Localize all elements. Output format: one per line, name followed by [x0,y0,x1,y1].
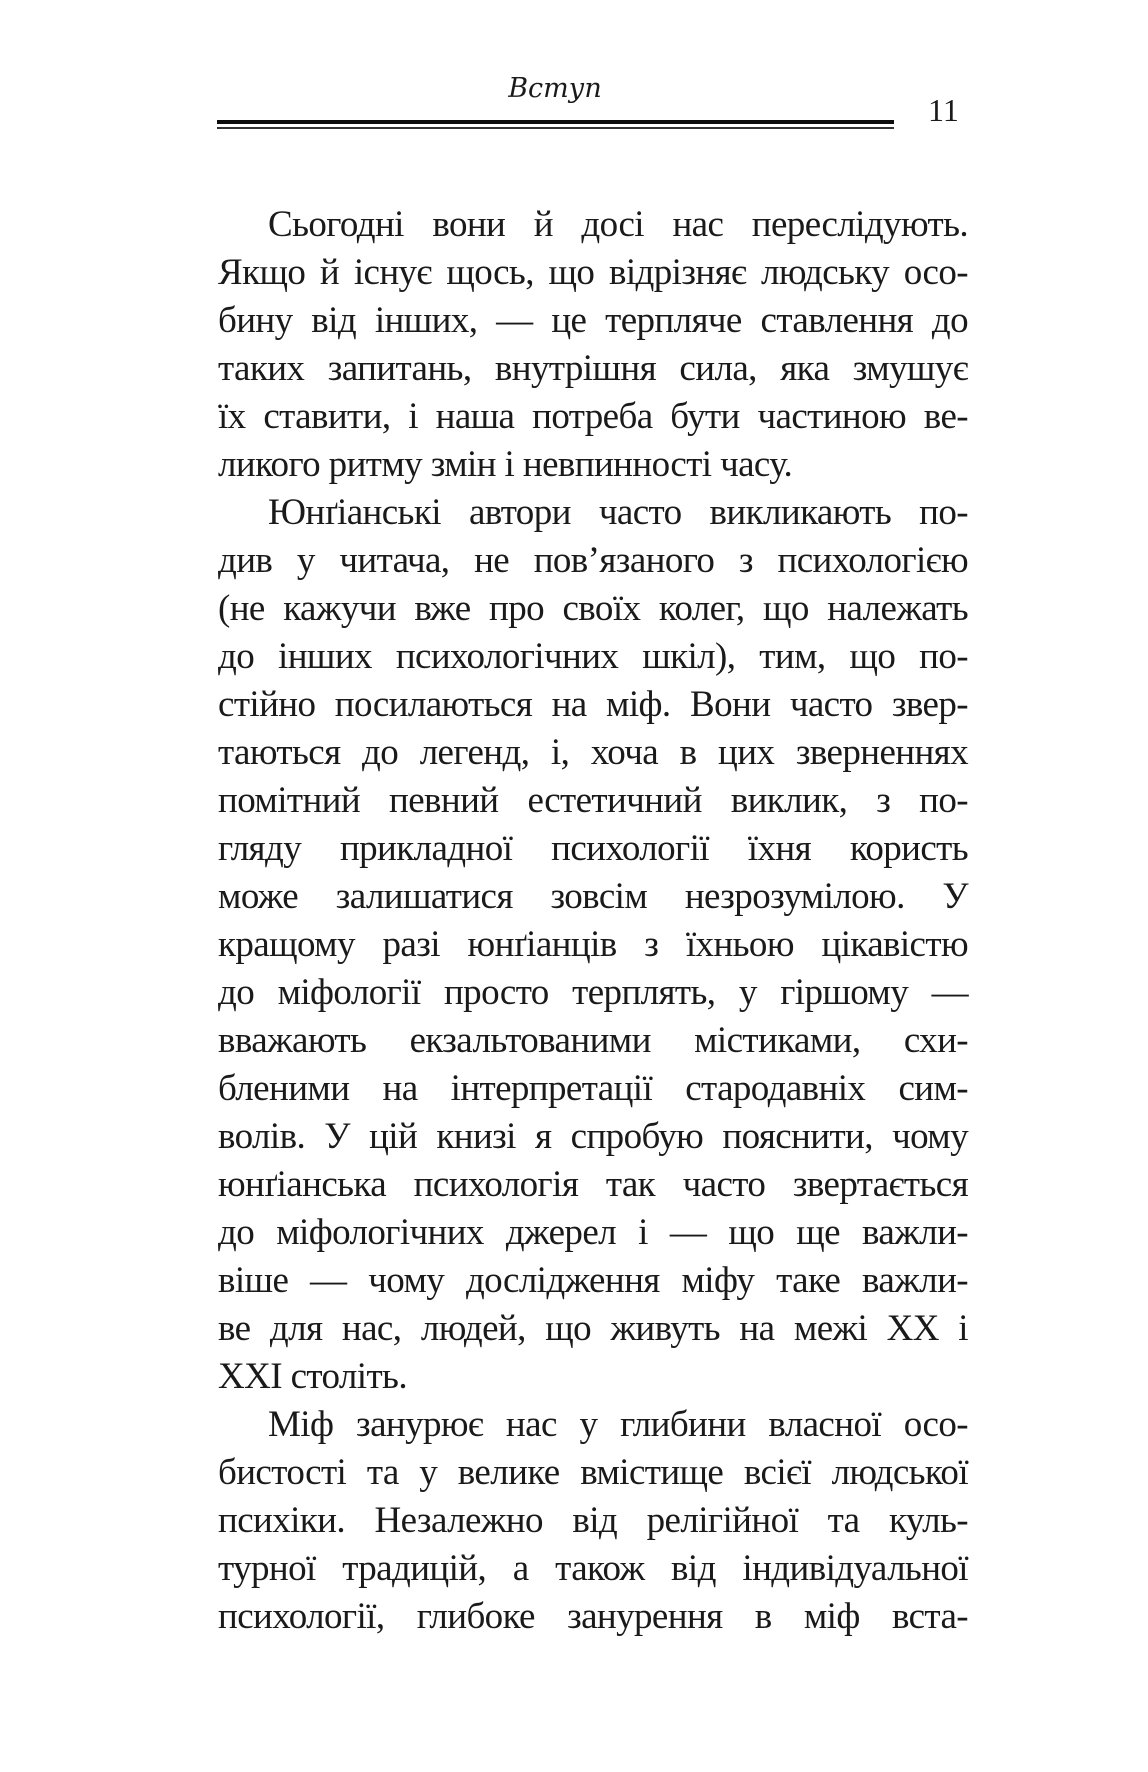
text-line: помітний певний естетичний виклик, з по- [218,780,968,821]
text-line: Сьогодні вони й досі нас переслідують. [268,204,968,245]
header-rule-thick [217,120,894,124]
text-line: ликого ритму змін і невпинності часу. [218,444,793,485]
text-line: бленими на інтерпретації стародавніх сим- [218,1068,968,1109]
text-line: таких запитань, внутрішня сила, яка змушує [218,348,968,389]
text-line: до міфологічних джерел і — що ще важли- [218,1212,968,1253]
paragraph-3 [218,1401,968,1641]
text-line: Якщо й існує щось, що відрізняє людську осо- [218,252,968,293]
text-line: вважають екзальтованими містиками, схи- [218,1020,968,1061]
text-line: ве для нас, людей, що живуть на межі XX і [218,1308,968,1349]
text-line: віше — чому дослідження міфу таке важли- [218,1260,968,1301]
body-text [218,201,968,1641]
text-line: їх ставити, і наша потреба бути частиною ве- [218,396,968,437]
text-line: психіки. Незалежно від релігійної та куль- [218,1500,968,1541]
text-line: до інших психологічних шкіл), тим, що по- [218,636,968,677]
text-line: Міф занурює нас у глибини власної осо- [268,1404,968,1445]
running-head [0,0,1148,140]
text-line: кращому разі юнґіанців з їхньою цікавістю [218,924,968,965]
text-line: таються до легенд, і, хоча в цих зверненнях [218,732,968,773]
running-title: Вступ [508,73,602,104]
text-line: бистості та у велике вмістище всієї людської [218,1452,968,1493]
text-line: XXI століть. [218,1356,407,1397]
text-line: психології, глибоке занурення в міф вста- [218,1596,968,1637]
paragraph-1 [218,201,968,489]
text-line: турної традицій, а також від індивідуальної [218,1548,968,1589]
paragraph-2 [218,489,968,1401]
text-line: волів. У цій книзі я спробую пояснити, чому [218,1116,968,1157]
text-line: Юнґіанські автори часто викликають по- [268,492,968,533]
page-number: 11 [928,92,959,128]
header-rule-thin [217,127,894,129]
text-line: стійно посилаються на міф. Вони часто звер- [218,684,968,725]
text-line: бину від інших, — це терпляче ставлення до [218,300,968,341]
text-line: юнґіанська психологія так часто звертається [218,1164,968,1205]
text-line: (не кажучи вже про своїх колег, що належать [218,588,968,629]
text-line: може залишатися зовсім незрозумілою. У [218,876,968,917]
text-line: див у читача, не пов’язаного з психологією [218,540,968,581]
text-line: гляду прикладної психології їхня користь [218,828,968,869]
text-line: до міфології просто терплять, у гіршому — [218,972,968,1013]
